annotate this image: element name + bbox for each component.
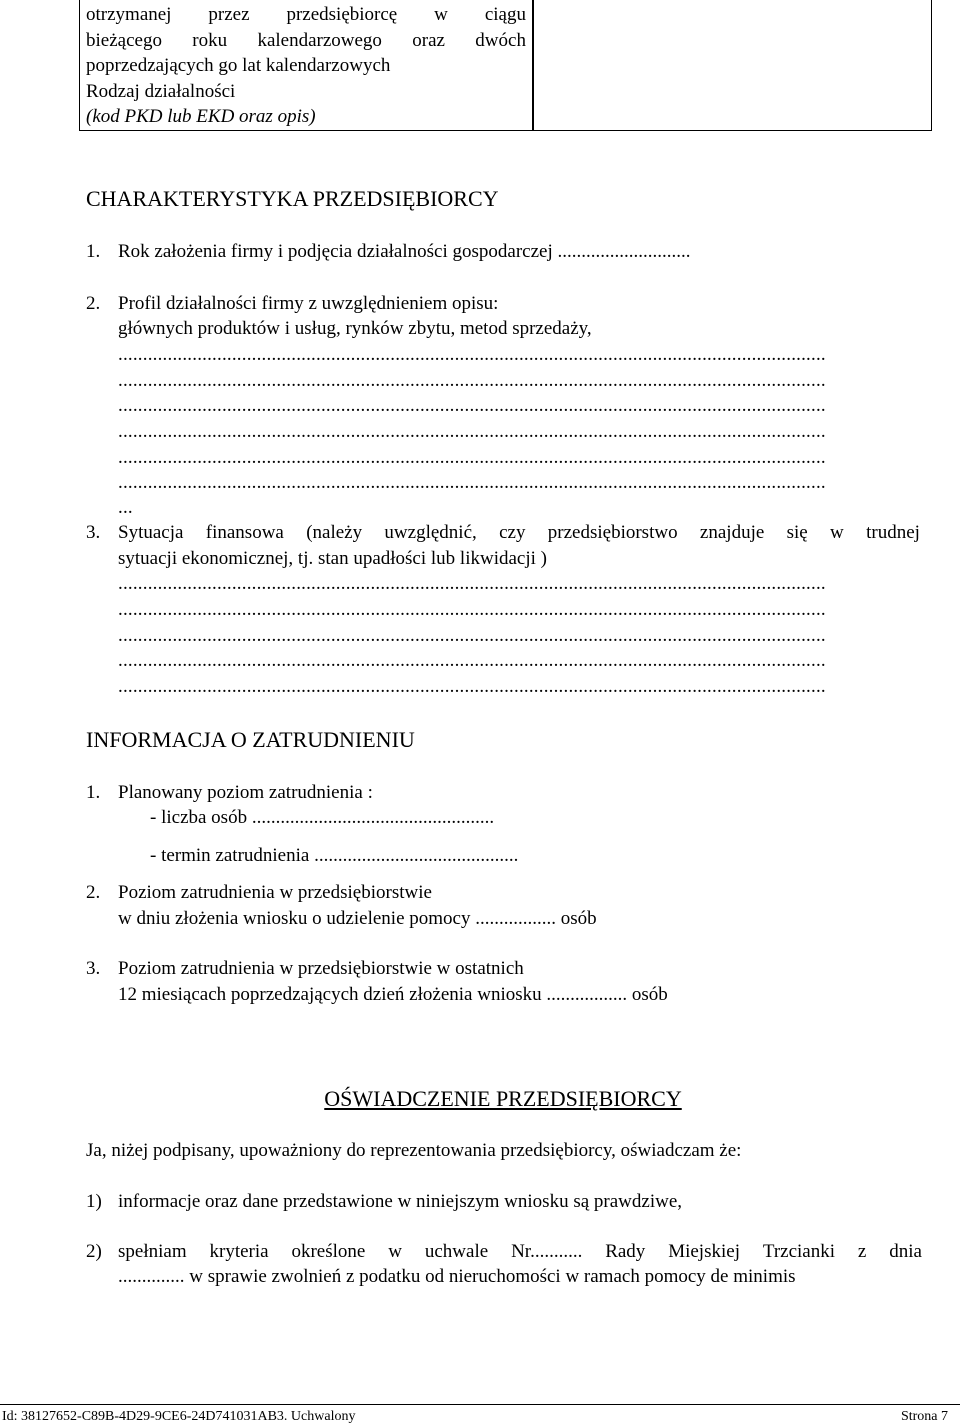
profile-dotted-line[interactable]: ............................................................................................................................................... [118, 472, 826, 493]
footer-divider [0, 1404, 960, 1405]
item-number: 1. [86, 241, 101, 262]
founding-year-field[interactable]: Rok założenia firmy i podjęcia działalności gospodarczej ............................ [118, 241, 691, 262]
footer-page-number: Strona 7 [900, 1409, 948, 1424]
profile-dotted-line[interactable]: ............................................................................................................................................... [118, 421, 826, 442]
financial-label-2: sytuacji ekonomicznej, tj. stan upadłości lub likwidacji ) [118, 548, 547, 569]
financial-label: Sytuacja finansowa (należy uwzględnić, czy przedsiębiorstwo znajduje się w trudnej [118, 522, 920, 543]
item-number: 2. [86, 293, 101, 314]
past-employment-label: Poziom zatrudnienia w przedsiębiorstwie w ostatnich [118, 958, 524, 979]
financial-dotted-line[interactable]: ............................................................................................................................................... [118, 625, 826, 646]
info-table [79, 0, 932, 131]
current-employment-label: Poziom zatrudnienia w przedsiębiorstwie [118, 882, 432, 903]
past-employment-field[interactable]: 12 miesiącach poprzedzających dzień złożenia wniosku ................. osób [118, 984, 668, 1005]
financial-dotted-line[interactable]: ............................................................................................................................................... [118, 676, 826, 697]
persons-count-field[interactable]: - liczba osób ................................................... [150, 807, 495, 828]
profile-dotted-line[interactable]: ............................................................................................................................................... [118, 395, 826, 416]
declaration-item-number: 1) [86, 1191, 102, 1212]
section-heading-oswiadczenie: OŚWIADCZENIE PRZEDSIĘBIORCY [324, 1086, 682, 1111]
section-heading-charakterystyka: CHARAKTERYSTYKA PRZEDSIĘBIORCY [86, 186, 499, 211]
current-employment-field[interactable]: w dniu złożenia wniosku o udzielenie pomocy ................. osób [118, 908, 597, 929]
item-number: 1. [86, 782, 101, 803]
declaration-item-2: spełniam kryteria określone w uchwale Nr........... Rady Miejskiej Trzcianki z dnia [118, 1241, 922, 1262]
table-line-5: (kod PKD lub EKD oraz opis) [86, 106, 316, 127]
declaration-item-2-continued[interactable]: .............. w sprawie zwolnień z podatku od nieruchomości w ramach pomocy de minimis [118, 1266, 796, 1287]
profile-dotted-line[interactable]: ............................................................................................................................................... [118, 447, 826, 468]
financial-dotted-line[interactable]: ............................................................................................................................................... [118, 650, 826, 671]
financial-dotted-line[interactable]: ............................................................................................................................................... [118, 599, 826, 620]
footer-document-id: Id: 38127652-C89B-4D29-9CE6-24D741031AB3. Uchwalony [2, 1409, 356, 1424]
declaration-item-number: 2) [86, 1241, 102, 1262]
table-line-3: poprzedzających go lat kalendarzowych [86, 55, 391, 76]
employment-date-field[interactable]: - termin zatrudnienia ........................................... [150, 845, 519, 866]
section-heading-zatrudnienie: INFORMACJA O ZATRUDNIENIU [86, 727, 415, 752]
profile-label-2: głównych produktów i usług, rynków zbytu, metod sprzedaży, [118, 318, 592, 339]
declaration-item-1: informacje oraz dane przedstawione w niniejszym wniosku są prawdziwe, [118, 1191, 682, 1212]
item-number: 3. [86, 522, 101, 543]
planned-employment-label: Planowany poziom zatrudnienia : [118, 782, 373, 803]
declaration-intro: Ja, niżej podpisany, upoważniony do reprezentowania przedsiębiorcy, oświadczam że: [86, 1140, 742, 1161]
profile-label: Profil działalności firmy z uwzględnieniem opisu: [118, 293, 499, 314]
table-line-2: bieżącego roku kalendarzowego oraz dwóch [86, 29, 526, 51]
table-line-4: Rodzaj działalności [86, 80, 236, 102]
table-line-1: otrzymanej przez przedsiębiorcę w ciągu [86, 4, 526, 25]
item-number: 3. [86, 958, 101, 979]
profile-dotted-line[interactable]: ............................................................................................................................................... [118, 370, 826, 391]
table-divider [532, 0, 534, 130]
table-left-cell [86, 2, 526, 130]
profile-dotted-line-end[interactable]: ... [118, 497, 133, 518]
financial-dotted-line[interactable]: ............................................................................................................................................... [118, 573, 826, 594]
resolution-number-field[interactable]: Nr........... [511, 1241, 583, 1262]
profile-dotted-line[interactable]: ............................................................................................................................................... [118, 344, 826, 365]
item-number: 2. [86, 882, 101, 903]
